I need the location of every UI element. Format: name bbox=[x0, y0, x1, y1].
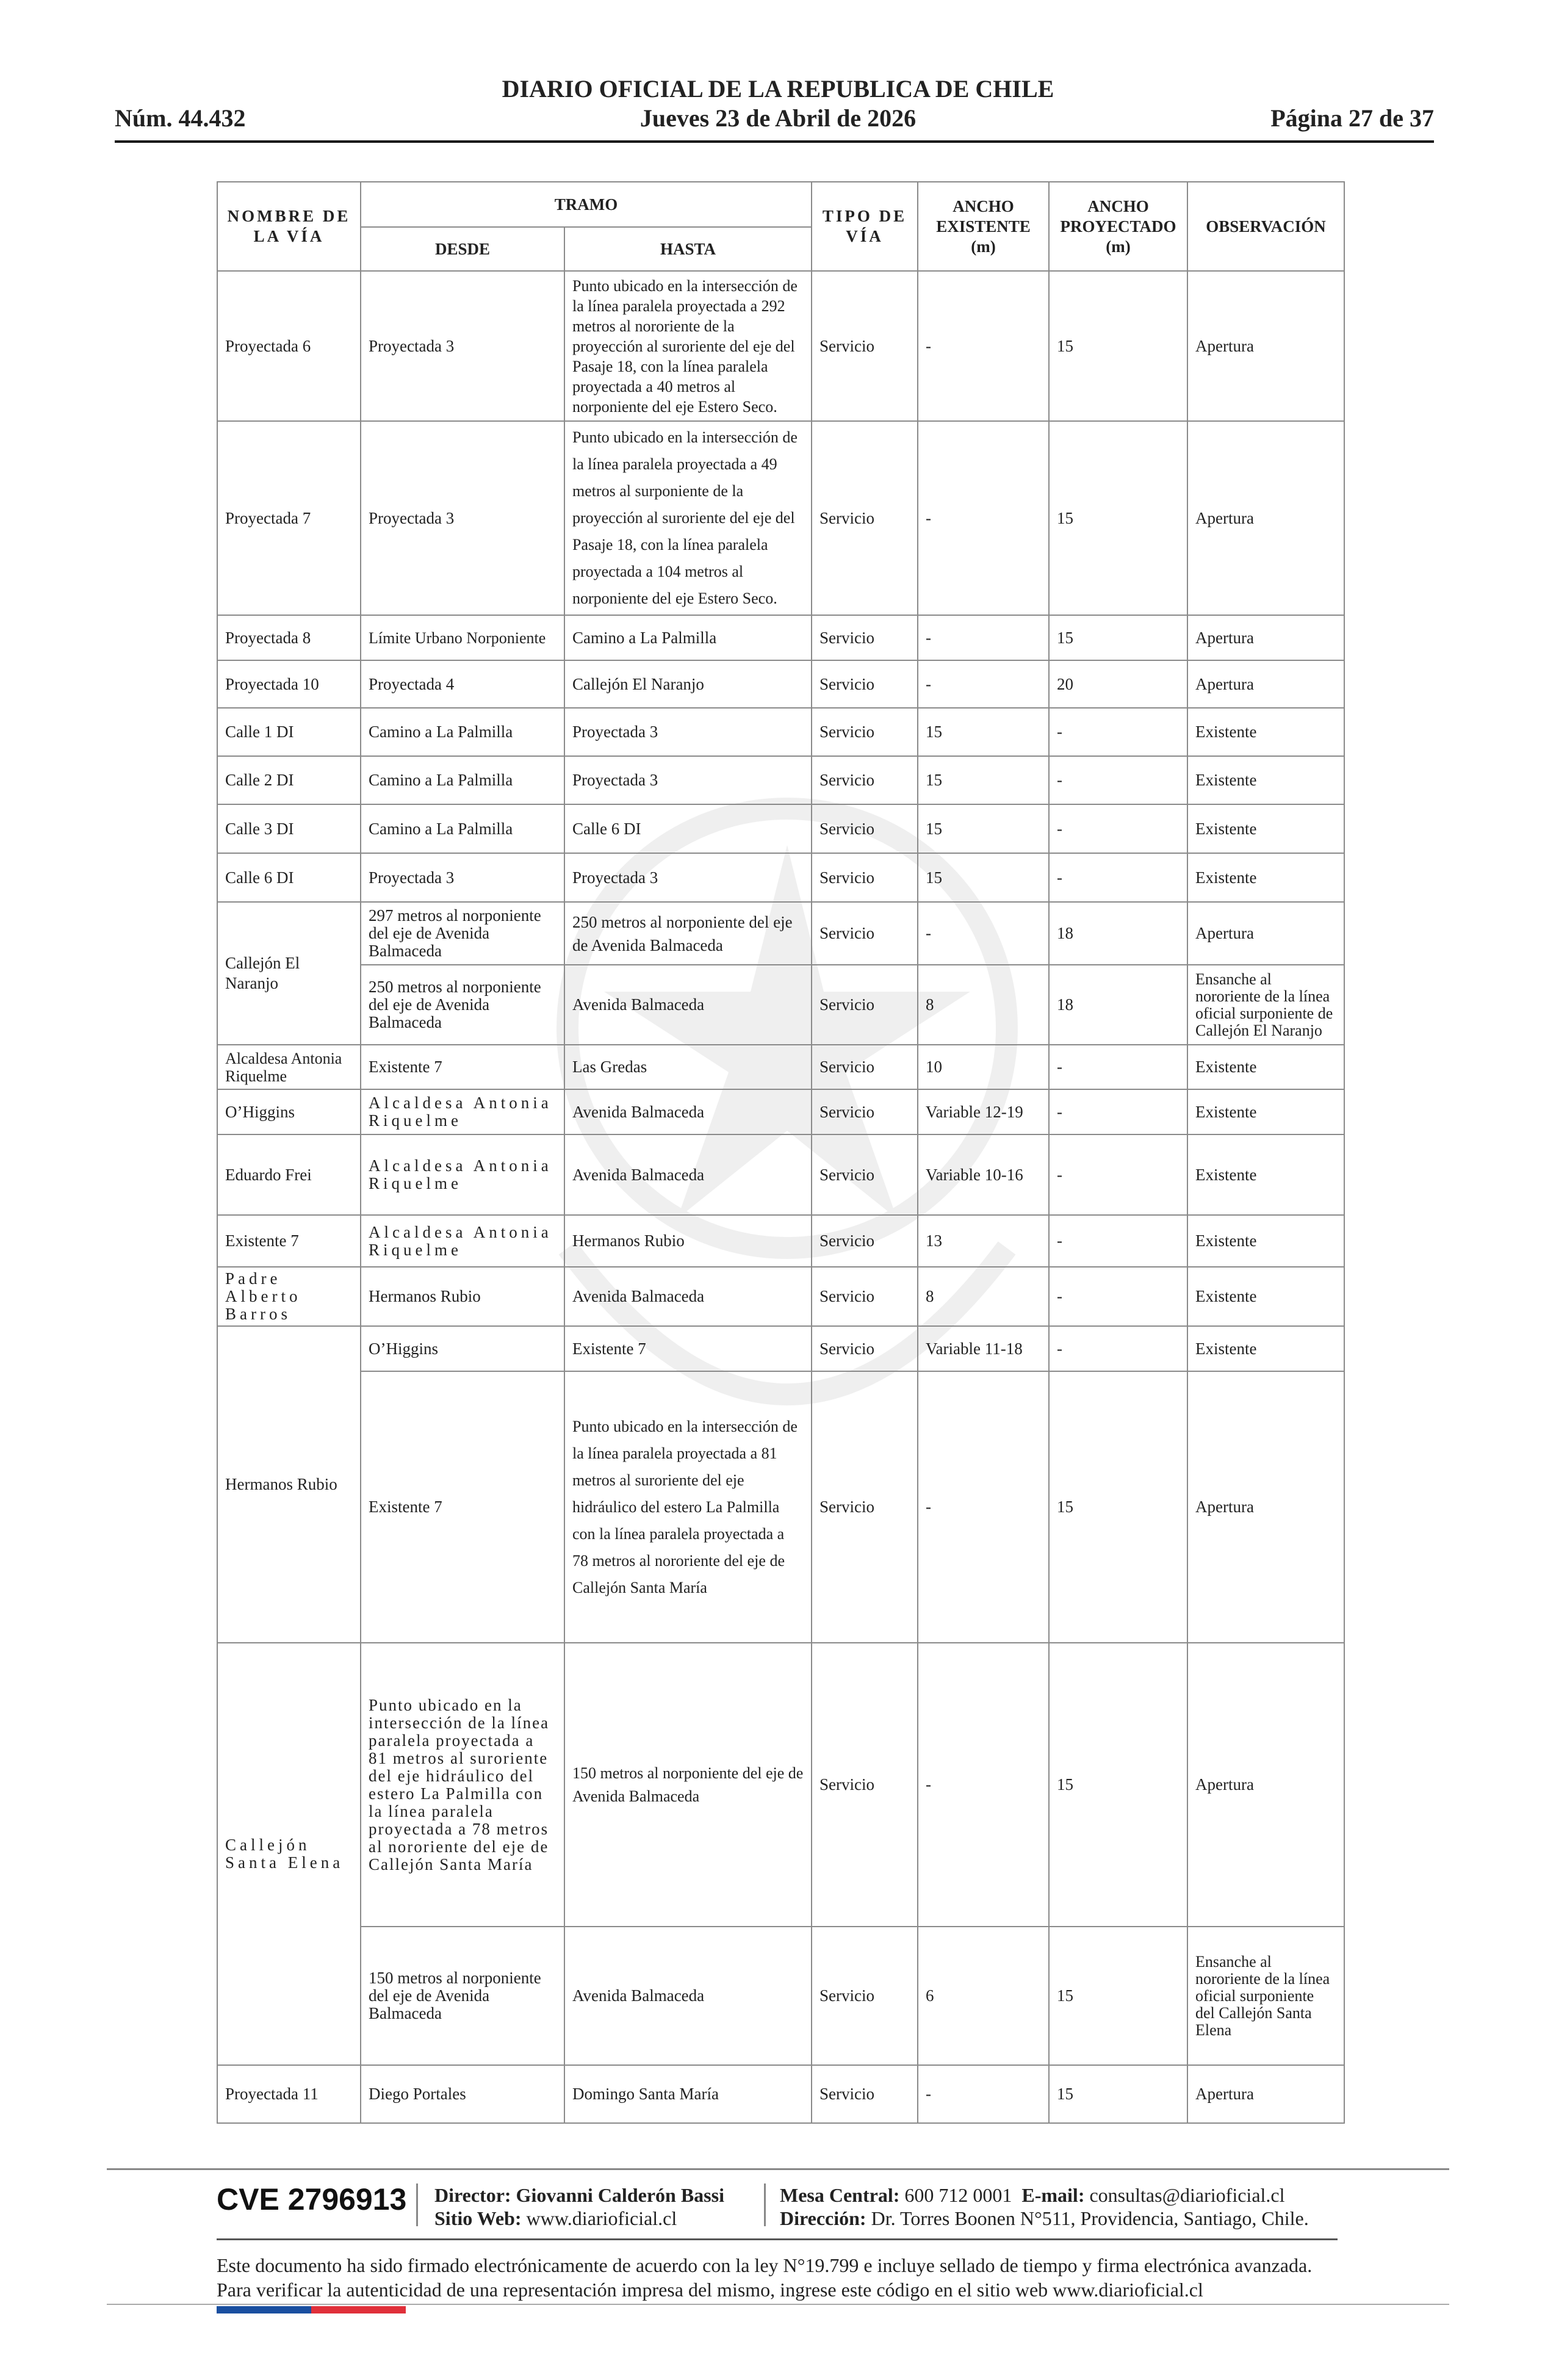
cell-tipo: Servicio bbox=[812, 660, 918, 708]
cell-nombre: Callejón El Naranjo bbox=[217, 902, 361, 1045]
contact-block bbox=[780, 2183, 1309, 2230]
cell-proyectado: 20 bbox=[1049, 660, 1187, 708]
cell-existente: Variable 11-18 bbox=[918, 1326, 1049, 1371]
cell-nombre: Proyectada 8 bbox=[217, 615, 361, 660]
table-row bbox=[217, 1045, 1344, 1089]
cell-hasta: Avenida Balmaceda bbox=[564, 965, 812, 1045]
table-row bbox=[217, 1089, 1344, 1134]
cell-observacion: Existente bbox=[1187, 1134, 1344, 1215]
mesa-label: Mesa Central: bbox=[780, 2184, 900, 2206]
cell-hasta: Avenida Balmaceda bbox=[564, 1134, 812, 1215]
cell-existente: 6 bbox=[918, 1927, 1049, 2065]
legal-notice: Este documento ha sido firmado electrónicamente de acuerdo con la ley N°19.799 e incluye sellado de tiempo y firma electrónica avanzada. Para verificar la autenticidad de una representación impresa del mismo, ingrese este código en el sitio web www.diarioficial.cl bbox=[217, 2254, 1313, 2301]
cell-hasta: Avenida Balmaceda bbox=[564, 1927, 812, 2065]
cell-nombre: Proyectada 10 bbox=[217, 660, 361, 708]
cell-tipo: Servicio bbox=[812, 756, 918, 804]
cell-existente: - bbox=[918, 1643, 1049, 1927]
table-row bbox=[217, 660, 1344, 708]
cell-proyectado: - bbox=[1049, 1089, 1187, 1134]
cell-proyectado: 18 bbox=[1049, 965, 1187, 1045]
cell-desde: 297 metros al norponiente del eje de Avenida Balmaceda bbox=[361, 902, 564, 965]
cell-observacion: Existente bbox=[1187, 1045, 1344, 1089]
cell-desde: Camino a La Palmilla bbox=[361, 708, 564, 756]
cell-hasta: Punto ubicado en la intersección de la línea paralela proyectada a 81 metros al suroriente del eje hidráulico del estero La Palmilla con la línea paralela proyectada a 78 metros al nororiente del eje de Callejón Santa María bbox=[564, 1371, 812, 1643]
cell-existente: 15 bbox=[918, 756, 1049, 804]
road-table bbox=[217, 181, 1345, 2124]
cell-nombre: Calle 2 DI bbox=[217, 756, 361, 804]
cell-desde: 150 metros al norponiente del eje de Avenida Balmaceda bbox=[361, 1927, 564, 2065]
cell-observacion: Existente bbox=[1187, 853, 1344, 902]
cell-proyectado: 18 bbox=[1049, 902, 1187, 965]
cell-observacion: Existente bbox=[1187, 1089, 1344, 1134]
header-hasta: HASTA bbox=[564, 227, 812, 271]
cell-tipo: Servicio bbox=[812, 902, 918, 965]
cell-existente: - bbox=[918, 902, 1049, 965]
cell-hasta: Avenida Balmaceda bbox=[564, 1089, 812, 1134]
cell-desde: 250 metros al norponiente del eje de Avenida Balmaceda bbox=[361, 965, 564, 1045]
cell-observacion: Ensanche al nororiente de la línea oficial surponiente del Callejón Santa Elena bbox=[1187, 1927, 1344, 2065]
cell-hasta: 150 metros al norponiente del eje de Avenida Balmaceda bbox=[564, 1643, 812, 1927]
flag-bar-blue bbox=[217, 2306, 311, 2313]
cell-existente: 15 bbox=[918, 708, 1049, 756]
cell-existente: 8 bbox=[918, 1267, 1049, 1326]
cell-nombre: Calle 1 DI bbox=[217, 708, 361, 756]
table-row bbox=[217, 902, 1344, 965]
website-label: Sitio Web: bbox=[434, 2207, 522, 2229]
director-label: Director: bbox=[434, 2184, 511, 2206]
header-desde: DESDE bbox=[361, 227, 564, 271]
publication-title: DIARIO OFICIAL DE LA REPUBLICA DE CHILE bbox=[502, 75, 1054, 103]
cell-hasta: 250 metros al norponiente del eje de Avenida Balmaceda bbox=[564, 902, 812, 965]
website-link[interactable]: www.diarioficial.cl bbox=[526, 2207, 677, 2229]
cell-existente: - bbox=[918, 1371, 1049, 1643]
header-proyectado: ANCHO PROYECTADO (m) bbox=[1049, 182, 1187, 271]
cell-proyectado: 15 bbox=[1049, 1927, 1187, 2065]
cell-desde: O’Higgins bbox=[361, 1326, 564, 1371]
cell-tipo: Servicio bbox=[812, 1134, 918, 1215]
cell-observacion: Apertura bbox=[1187, 660, 1344, 708]
page-indicator: Página 27 de 37 bbox=[1270, 104, 1434, 132]
cell-proyectado: 15 bbox=[1049, 615, 1187, 660]
cell-proyectado: - bbox=[1049, 708, 1187, 756]
cell-observacion: Apertura bbox=[1187, 615, 1344, 660]
cell-tipo: Servicio bbox=[812, 708, 918, 756]
cell-desde: Existente 7 bbox=[361, 1371, 564, 1643]
cell-desde: Camino a La Palmilla bbox=[361, 804, 564, 853]
cell-observacion: Existente bbox=[1187, 804, 1344, 853]
table-row bbox=[217, 1371, 1344, 1643]
cell-existente: Variable 12-19 bbox=[918, 1089, 1049, 1134]
header-tipo: TIPO DE VÍA bbox=[812, 182, 918, 271]
mesa-phone: 600 712 0001 bbox=[904, 2184, 1012, 2206]
cell-existente: 8 bbox=[918, 965, 1049, 1045]
cell-desde: Proyectada 3 bbox=[361, 853, 564, 902]
director-name: Giovanni Calderón Bassi bbox=[516, 2184, 724, 2206]
cell-hasta: Camino a La Palmilla bbox=[564, 615, 812, 660]
cell-proyectado: 15 bbox=[1049, 1643, 1187, 1927]
issue-number: Núm. 44.432 bbox=[115, 104, 246, 132]
cell-proyectado: - bbox=[1049, 1134, 1187, 1215]
header-observacion: OBSERVACIÓN bbox=[1187, 182, 1344, 271]
cell-proyectado: 15 bbox=[1049, 421, 1187, 615]
cell-nombre: Callejón Santa Elena bbox=[217, 1643, 361, 2065]
cell-tipo: Servicio bbox=[812, 1371, 918, 1643]
cell-existente: 15 bbox=[918, 853, 1049, 902]
cell-existente: - bbox=[918, 271, 1049, 421]
cell-nombre: Calle 6 DI bbox=[217, 853, 361, 902]
cell-hasta: Avenida Balmaceda bbox=[564, 1267, 812, 1326]
cell-nombre: Proyectada 7 bbox=[217, 421, 361, 615]
cell-hasta: Existente 7 bbox=[564, 1326, 812, 1371]
cell-desde: Camino a La Palmilla bbox=[361, 756, 564, 804]
table-row bbox=[217, 756, 1344, 804]
cell-nombre: Padre Alberto Barros bbox=[217, 1267, 361, 1326]
cell-proyectado: - bbox=[1049, 756, 1187, 804]
header-divider bbox=[115, 140, 1434, 143]
cell-desde: Proyectada 3 bbox=[361, 271, 564, 421]
table-row bbox=[217, 708, 1344, 756]
cell-hasta: Proyectada 3 bbox=[564, 756, 812, 804]
cell-proyectado: 15 bbox=[1049, 271, 1187, 421]
cell-nombre: Existente 7 bbox=[217, 1215, 361, 1267]
cell-proyectado: - bbox=[1049, 1326, 1187, 1371]
cell-tipo: Servicio bbox=[812, 965, 918, 1045]
cell-hasta: Punto ubicado en la intersección de la línea paralela proyectada a 292 metros al nororiente de la proyección al suroriente del eje del Pasaje 18, con la línea paralela proyectada a 40 metros al norponiente del eje Estero Seco. bbox=[564, 271, 812, 421]
cell-tipo: Servicio bbox=[812, 804, 918, 853]
cell-observacion: Existente bbox=[1187, 756, 1344, 804]
header-existente: ANCHO EXISTENTE (m) bbox=[918, 182, 1049, 271]
cell-existente: - bbox=[918, 421, 1049, 615]
cell-desde: Proyectada 3 bbox=[361, 421, 564, 615]
cell-desde: Alcaldesa Antonia Riquelme bbox=[361, 1089, 564, 1134]
email-link[interactable]: consultas@diarioficial.cl bbox=[1089, 2184, 1285, 2206]
cell-hasta: Calle 6 DI bbox=[564, 804, 812, 853]
cell-proyectado: - bbox=[1049, 1045, 1187, 1089]
cell-observacion: Apertura bbox=[1187, 2065, 1344, 2123]
cell-proyectado: - bbox=[1049, 853, 1187, 902]
cell-existente: - bbox=[918, 615, 1049, 660]
cell-desde: Alcaldesa Antonia Riquelme bbox=[361, 1134, 564, 1215]
cell-desde: Límite Urbano Norponiente bbox=[361, 615, 564, 660]
cell-observacion: Existente bbox=[1187, 708, 1344, 756]
address-value: Dr. Torres Boonen N°511, Providencia, Santiago, Chile. bbox=[871, 2207, 1309, 2229]
cell-nombre: Calle 3 DI bbox=[217, 804, 361, 853]
cve-code: CVE 2796913 bbox=[217, 2182, 407, 2216]
cell-tipo: Servicio bbox=[812, 271, 918, 421]
cell-hasta: Proyectada 3 bbox=[564, 853, 812, 902]
table-row bbox=[217, 1267, 1344, 1326]
header-tramo: TRAMO bbox=[361, 182, 812, 227]
cell-observacion: Apertura bbox=[1187, 1643, 1344, 1927]
cell-tipo: Servicio bbox=[812, 1326, 918, 1371]
table-row bbox=[217, 853, 1344, 902]
cell-nombre: O’Higgins bbox=[217, 1089, 361, 1134]
cell-proyectado: - bbox=[1049, 1267, 1187, 1326]
cell-existente: 15 bbox=[918, 804, 1049, 853]
footer-divider bbox=[107, 2304, 1449, 2305]
table-row bbox=[217, 1134, 1344, 1215]
flag-bar-red bbox=[311, 2306, 406, 2313]
cell-tipo: Servicio bbox=[812, 853, 918, 902]
cell-tipo: Servicio bbox=[812, 1267, 918, 1326]
cell-nombre: Proyectada 6 bbox=[217, 271, 361, 421]
cell-tipo: Servicio bbox=[812, 421, 918, 615]
cell-tipo: Servicio bbox=[812, 1643, 918, 1927]
table-row bbox=[217, 804, 1344, 853]
cell-observacion: Existente bbox=[1187, 1215, 1344, 1267]
cell-proyectado: 15 bbox=[1049, 2065, 1187, 2123]
table-row bbox=[217, 965, 1344, 1045]
cell-nombre: Alcaldesa Antonia Riquelme bbox=[217, 1045, 361, 1089]
cell-hasta: Hermanos Rubio bbox=[564, 1215, 812, 1267]
address-label: Dirección: bbox=[780, 2207, 866, 2229]
cell-desde: Proyectada 4 bbox=[361, 660, 564, 708]
table-row bbox=[217, 1927, 1344, 2065]
cell-observacion: Apertura bbox=[1187, 421, 1344, 615]
table-row bbox=[217, 615, 1344, 660]
header-nombre: NOMBRE DE LA VÍA bbox=[217, 182, 361, 271]
email-label: E-mail: bbox=[1021, 2184, 1085, 2206]
footer-separator bbox=[416, 2183, 418, 2226]
footer-divider bbox=[107, 2168, 1449, 2170]
cell-existente: Variable 10-16 bbox=[918, 1134, 1049, 1215]
footer-divider bbox=[217, 2238, 1338, 2240]
cell-existente: 13 bbox=[918, 1215, 1049, 1267]
cell-desde: Diego Portales bbox=[361, 2065, 564, 2123]
cell-hasta: Las Gredas bbox=[564, 1045, 812, 1089]
table-row bbox=[217, 1326, 1344, 1371]
table-row bbox=[217, 1643, 1344, 1927]
table-row bbox=[217, 421, 1344, 615]
cell-observacion: Existente bbox=[1187, 1326, 1344, 1371]
cell-tipo: Servicio bbox=[812, 1927, 918, 2065]
cell-nombre: Eduardo Frei bbox=[217, 1134, 361, 1215]
cell-observacion: Apertura bbox=[1187, 902, 1344, 965]
cell-hasta: Punto ubicado en la intersección de la línea paralela proyectada a 49 metros al surponiente de la proyección al suroriente del eje del Pasaje 18, con la línea paralela proyectada a 104 metros al norponiente del eje Estero Seco. bbox=[564, 421, 812, 615]
cell-existente: - bbox=[918, 2065, 1049, 2123]
cell-proyectado: 15 bbox=[1049, 1371, 1187, 1643]
cell-proyectado: - bbox=[1049, 1215, 1187, 1267]
cell-hasta: Callejón El Naranjo bbox=[564, 660, 812, 708]
cell-hasta: Domingo Santa María bbox=[564, 2065, 812, 2123]
director-block bbox=[434, 2183, 724, 2230]
publication-date: Jueves 23 de Abril de 2026 bbox=[639, 104, 917, 132]
cell-observacion: Existente bbox=[1187, 1267, 1344, 1326]
table-row bbox=[217, 2065, 1344, 2123]
cell-desde: Hermanos Rubio bbox=[361, 1267, 564, 1326]
cell-nombre: Hermanos Rubio bbox=[217, 1326, 361, 1643]
cell-nombre: Proyectada 11 bbox=[217, 2065, 361, 2123]
cell-tipo: Servicio bbox=[812, 1089, 918, 1134]
footer-separator bbox=[764, 2183, 766, 2226]
cell-desde: Existente 7 bbox=[361, 1045, 564, 1089]
cell-hasta: Proyectada 3 bbox=[564, 708, 812, 756]
cell-tipo: Servicio bbox=[812, 1215, 918, 1267]
table-row bbox=[217, 1215, 1344, 1267]
cell-existente: - bbox=[918, 660, 1049, 708]
cell-observacion: Apertura bbox=[1187, 1371, 1344, 1643]
cell-desde: Alcaldesa Antonia Riquelme bbox=[361, 1215, 564, 1267]
cell-proyectado: - bbox=[1049, 804, 1187, 853]
cell-observacion: Ensanche al nororiente de la línea oficial surponiente de Callejón El Naranjo bbox=[1187, 965, 1344, 1045]
cell-existente: 10 bbox=[918, 1045, 1049, 1089]
cell-desde: Punto ubicado en la intersección de la línea paralela proyectada a 81 metros al suroriente del eje hidráulico del estero La Palmilla con la línea paralela proyectada a 78 metros al nororiente del eje de Callejón Santa María bbox=[361, 1643, 564, 1927]
cell-tipo: Servicio bbox=[812, 615, 918, 660]
cell-tipo: Servicio bbox=[812, 1045, 918, 1089]
cell-tipo: Servicio bbox=[812, 2065, 918, 2123]
cell-observacion: Apertura bbox=[1187, 271, 1344, 421]
table-row bbox=[217, 271, 1344, 421]
